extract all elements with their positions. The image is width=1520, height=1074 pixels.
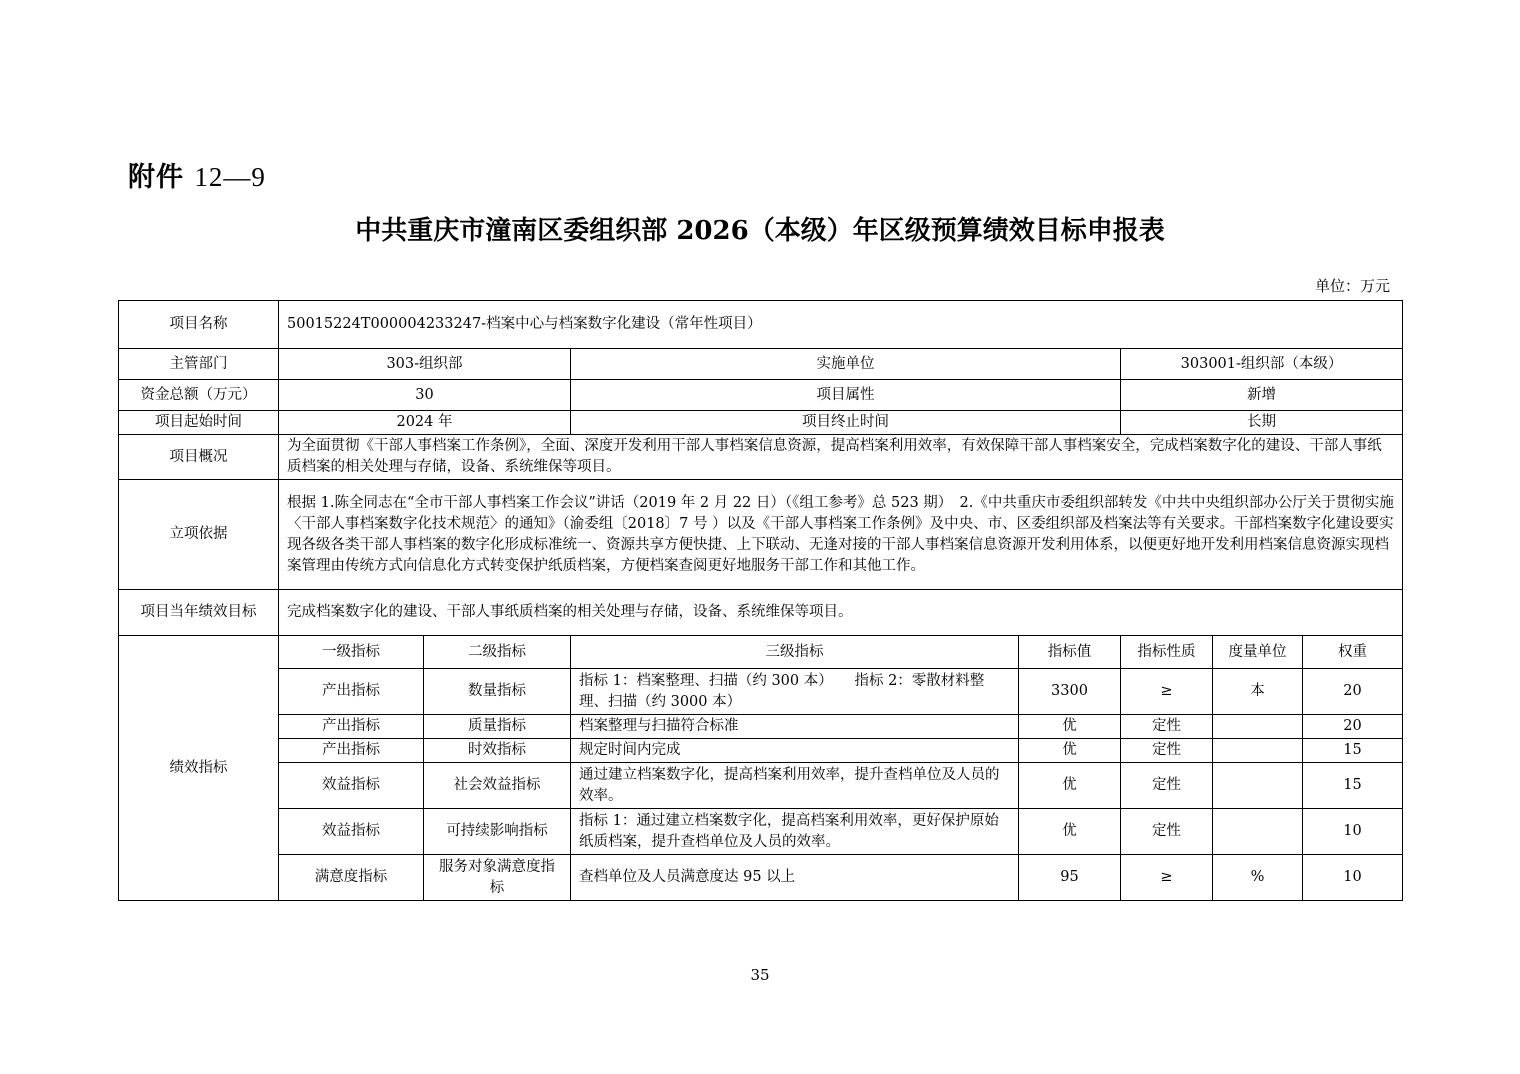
project-name-label: 项目名称 xyxy=(119,301,279,349)
indicator-unit: 本 xyxy=(1213,669,1303,715)
indicator-weight: 15 xyxy=(1303,763,1403,809)
indicator-level3: 档案整理与扫描符合标准 xyxy=(571,715,1019,739)
attr-value: 新增 xyxy=(1121,380,1403,411)
indicator-nature: 定性 xyxy=(1121,763,1213,809)
indicator-value: 3300 xyxy=(1019,669,1121,715)
end-time-value: 长期 xyxy=(1121,411,1403,435)
fund-label: 资金总额（万元） xyxy=(119,380,279,411)
indicator-level1: 产出指标 xyxy=(279,669,424,715)
indicator-unit: % xyxy=(1213,855,1303,901)
attr-label: 项目属性 xyxy=(571,380,1121,411)
row-project-name xyxy=(119,301,1403,349)
indicator-weight: 10 xyxy=(1303,855,1403,901)
row-department xyxy=(119,349,1403,380)
basis-label: 立项依据 xyxy=(119,480,279,590)
indicator-nature: 定性 xyxy=(1121,715,1213,739)
dept-value: 303-组织部 xyxy=(279,349,571,380)
row-time xyxy=(119,411,1403,435)
impl-unit-label: 实施单位 xyxy=(571,349,1121,380)
indicator-level1: 效益指标 xyxy=(279,809,424,855)
header-level3: 三级指标 xyxy=(571,636,1019,669)
indicator-level3: 指标 1：通过建立档案数字化，提高档案利用效率，更好保护原始纸质档案，提升查档单位及人员的效率。 xyxy=(571,809,1019,855)
header-weight: 权重 xyxy=(1303,636,1403,669)
indicator-level3: 指标 1：档案整理、扫描（约 300 本） 指标 2：零散材料整理、扫描（约 3000 本） xyxy=(571,669,1019,715)
indicator-level2: 时效指标 xyxy=(424,739,571,763)
indicator-unit xyxy=(1213,809,1303,855)
indicator-row xyxy=(119,739,1403,763)
row-fund xyxy=(119,380,1403,411)
indicator-level3: 规定时间内完成 xyxy=(571,739,1019,763)
indicator-nature: 定性 xyxy=(1121,809,1213,855)
row-basis xyxy=(119,480,1403,590)
goal-value: 完成档案数字化的建设、干部人事纸质档案的相关处理与存储，设备、系统维保等项目。 xyxy=(279,590,1403,636)
header-value: 指标值 xyxy=(1019,636,1121,669)
unit-label: 单位：万元 xyxy=(1314,277,1390,295)
fund-value: 30 xyxy=(279,380,571,411)
indicator-value: 优 xyxy=(1019,809,1121,855)
indicator-level2: 可持续影响指标 xyxy=(424,809,571,855)
performance-target-table xyxy=(118,300,1403,901)
indicator-level3: 查档单位及人员满意度达 95 以上 xyxy=(571,855,1019,901)
page-number: 35 xyxy=(750,966,770,984)
row-goal xyxy=(119,590,1403,636)
dept-label: 主管部门 xyxy=(119,349,279,380)
indicator-level1: 产出指标 xyxy=(279,739,424,763)
indicator-row xyxy=(119,715,1403,739)
indicator-level2: 数量指标 xyxy=(424,669,571,715)
indicator-value: 95 xyxy=(1019,855,1121,901)
indicator-row xyxy=(119,809,1403,855)
row-overview xyxy=(119,435,1403,480)
goal-label: 项目当年绩效目标 xyxy=(119,590,279,636)
overview-value: 为全面贯彻《干部人事档案工作条例》，全面、深度开发利用干部人事档案信息资源，提高档案利用效率，有效保障干部人事档案安全，完成档案数字化的建设、干部人事纸质档案的相关处理与存储，设备、系统维保等项目。 xyxy=(279,435,1403,480)
indicator-weight: 20 xyxy=(1303,669,1403,715)
indicator-value: 优 xyxy=(1019,739,1121,763)
header-level1: 一级指标 xyxy=(279,636,424,669)
indicator-row xyxy=(119,763,1403,809)
indicator-level2: 质量指标 xyxy=(424,715,571,739)
basis-value: 根据 1.陈全同志在“全市干部人事档案工作会议”讲话（2019 年 2 月 22 日）（《组工参考》总 523 期） 2.《中共重庆市委组织部转发《中共中央组织部办公厅关于贯彻实施〈干部人事档案数字化技术规范〉的通知》（渝委组〔2018〕7 号 ）以及《干部人事档案工作条例》及中央、市、区委组织部及档案法等有关要求。干部档案数字化建设要实现各级各类干部人事档案的数字化形成标准统一、资源共享方便快捷、上下联动、无逢对接的干部人事档案信息资源开发利用体系，以便更好地开发利用档案信息资源实现档案管理由传统方式向信息化方式转变保护纸质档案，方便档案查阅更好地服务干部工作和其他工作。 xyxy=(279,480,1403,590)
indicator-value: 优 xyxy=(1019,715,1121,739)
indicator-unit xyxy=(1213,763,1303,809)
indicator-level3: 通过建立档案数字化，提高档案利用效率，提升查档单位及人员的效率。 xyxy=(571,763,1019,809)
annex-label xyxy=(128,155,266,194)
indicator-nature: 定性 xyxy=(1121,739,1213,763)
indicator-row xyxy=(119,855,1403,901)
indicator-nature: ≥ xyxy=(1121,855,1213,901)
document-title: 中共重庆市潼南区委组织部 2026（本级）年区级预算绩效目标申报表 xyxy=(355,216,1165,246)
indicators-label: 绩效指标 xyxy=(119,636,279,901)
header-nature: 指标性质 xyxy=(1121,636,1213,669)
header-unit: 度量单位 xyxy=(1213,636,1303,669)
end-time-label: 项目终止时间 xyxy=(571,411,1121,435)
indicator-level2: 服务对象满意度指标 xyxy=(424,855,571,901)
indicator-row xyxy=(119,669,1403,715)
indicator-unit xyxy=(1213,715,1303,739)
impl-unit-value: 303001-组织部（本级） xyxy=(1121,349,1403,380)
indicator-weight: 20 xyxy=(1303,715,1403,739)
indicator-level1: 效益指标 xyxy=(279,763,424,809)
indicator-level1: 满意度指标 xyxy=(279,855,424,901)
annex-word: 附件 xyxy=(128,162,184,193)
start-time-label: 项目起始时间 xyxy=(119,411,279,435)
indicator-value: 优 xyxy=(1019,763,1121,809)
annex-number: 12—9 xyxy=(194,162,266,192)
indicator-weight: 15 xyxy=(1303,739,1403,763)
project-name-value: 50015224T000004233247-档案中心与档案数字化建设（常年性项目） xyxy=(279,301,1403,349)
indicator-unit xyxy=(1213,739,1303,763)
indicator-level2: 社会效益指标 xyxy=(424,763,571,809)
indicator-level1: 产出指标 xyxy=(279,715,424,739)
indicator-weight: 10 xyxy=(1303,809,1403,855)
overview-label: 项目概况 xyxy=(119,435,279,480)
header-level2: 二级指标 xyxy=(424,636,571,669)
indicator-nature: ≥ xyxy=(1121,669,1213,715)
indicator-header-row xyxy=(119,636,1403,669)
start-time-value: 2024 年 xyxy=(279,411,571,435)
